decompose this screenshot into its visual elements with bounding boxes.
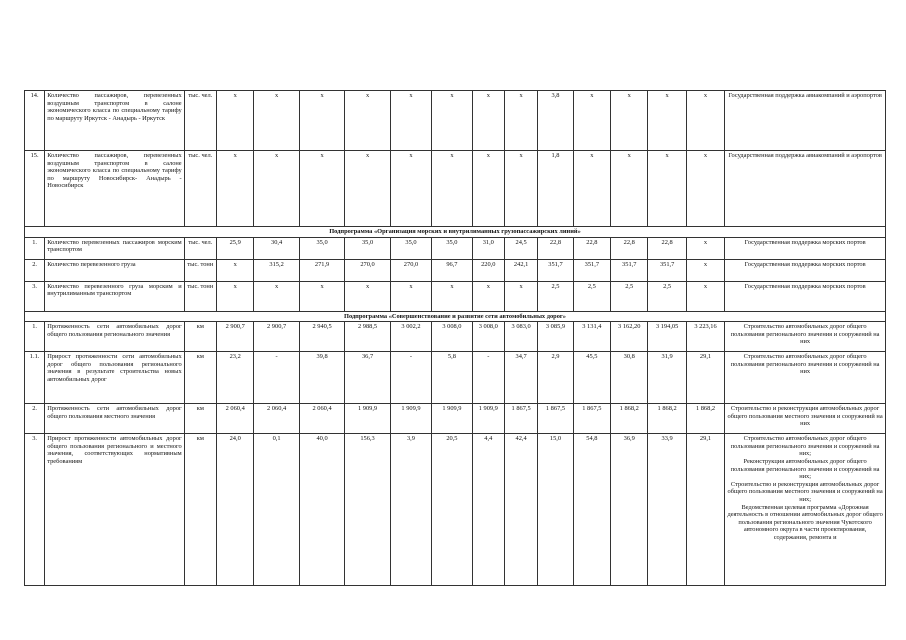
funding-source: Строительство автомобильных дорог общего пользования регионального значения и сооружений на них: [725, 352, 886, 404]
value-cell: 3 194,05: [648, 322, 686, 352]
value-cell: 2 988,5: [345, 322, 390, 352]
funding-source: Строительство и реконструкция автомобильных дорог общего пользования местного значения и сооружений на них: [725, 404, 886, 434]
value-cell: x: [686, 91, 724, 151]
value-cell: 54,8: [573, 434, 610, 586]
unit-cell: тыс. тонн: [184, 281, 216, 311]
row-number: 1.1.: [25, 352, 45, 404]
value-cell: 36,7: [345, 352, 390, 404]
value-cell: 1 868,2: [611, 404, 648, 434]
value-cell: 2 060,4: [299, 404, 344, 434]
value-cell: x: [573, 151, 610, 227]
row-number: 3.: [25, 281, 45, 311]
row-number: 3.: [25, 434, 45, 586]
value-cell: 1 867,5: [504, 404, 537, 434]
value-cell: x: [573, 91, 610, 151]
subprogram-row: [25, 311, 886, 322]
value-cell: 1 868,2: [686, 404, 724, 434]
value-cell: 3,8: [538, 91, 573, 151]
value-cell: 42,4: [504, 434, 537, 586]
value-cell: x: [390, 281, 431, 311]
value-cell: 2 060,4: [254, 404, 299, 434]
value-cell: 2,5: [611, 281, 648, 311]
funding-source: Строительство автомобильных дорог общего пользования регионального значения и сооружений на них: [725, 322, 886, 352]
row-number: 2.: [25, 259, 45, 281]
value-cell: 35,0: [299, 237, 344, 259]
funding-source-line: Ведомственная целевая программа «Дорожная деятельность в отношении автомобильных дорог общего пользования регионального значения Чукотского автономного округа в части проектирования, содержания, ремонта и: [727, 503, 883, 541]
value-cell: x: [299, 151, 344, 227]
value-cell: x: [611, 151, 648, 227]
value-cell: x: [254, 151, 299, 227]
value-cell: 2 900,7: [254, 322, 299, 352]
value-cell: x: [432, 281, 472, 311]
value-cell: 3 162,20: [611, 322, 648, 352]
indicator-name: Протяженность сети автомобильных дорог общего пользования местного значения: [45, 404, 184, 434]
value-cell: 2,5: [573, 281, 610, 311]
value-cell: 0,1: [254, 434, 299, 586]
table-row: [25, 404, 886, 434]
funding-source: Государственная поддержка авиакомпаний и аэропортов: [725, 151, 886, 227]
value-cell: 96,7: [432, 259, 472, 281]
unit-cell: км: [184, 322, 216, 352]
value-cell: 22,8: [573, 237, 610, 259]
value-cell: 2 940,5: [299, 322, 344, 352]
value-cell: 24,5: [504, 237, 537, 259]
unit-cell: тыс. чел.: [184, 237, 216, 259]
funding-source: Государственная поддержка авиакомпаний и аэропортов: [725, 91, 886, 151]
value-cell: 24,0: [216, 434, 253, 586]
value-cell: x: [648, 151, 686, 227]
value-cell: 3 223,16: [686, 322, 724, 352]
value-cell: 34,7: [504, 352, 537, 404]
value-cell: 25,9: [216, 237, 253, 259]
value-cell: 22,8: [611, 237, 648, 259]
value-cell: x: [648, 91, 686, 151]
table-row: [25, 434, 886, 586]
value-cell: 351,7: [538, 259, 573, 281]
value-cell: 1 909,9: [345, 404, 390, 434]
value-cell: 33,9: [648, 434, 686, 586]
value-cell: 45,5: [573, 352, 610, 404]
row-number: 2.: [25, 404, 45, 434]
value-cell: 1 909,9: [390, 404, 431, 434]
unit-cell: тыс. чел.: [184, 91, 216, 151]
subprogram-title: Подпрограмма «Совершенствование и развитие сети автомобильных дорог»: [25, 311, 886, 322]
value-cell: x: [472, 91, 504, 151]
unit-cell: тыс. чел.: [184, 151, 216, 227]
value-cell: 22,8: [538, 237, 573, 259]
value-cell: x: [686, 237, 724, 259]
value-cell: 2,9: [538, 352, 573, 404]
indicator-name: Количество перевезенного груза: [45, 259, 184, 281]
value-cell: 2 900,7: [216, 322, 253, 352]
value-cell: x: [345, 91, 390, 151]
value-cell: 156,3: [345, 434, 390, 586]
indicator-name: Количество пассажиров, перевезенных воздушным транспортом в салоне экономического класса по специальному тарифу по маршруту Иркутск - Анадырь - Иркутск: [45, 91, 184, 151]
table-row: [25, 281, 886, 311]
table-row: [25, 259, 886, 281]
value-cell: 35,0: [390, 237, 431, 259]
value-cell: 40,0: [299, 434, 344, 586]
indicator-name: Количество пассажиров, перевезенных воздушным транспортом в салоне экономического класса по специальному тарифу по маршруту Новосибирск- Анадырь - Новосибирск: [45, 151, 184, 227]
value-cell: x: [472, 151, 504, 227]
value-cell: x: [504, 281, 537, 311]
value-cell: x: [345, 281, 390, 311]
value-cell: x: [504, 151, 537, 227]
value-cell: 2 060,4: [216, 404, 253, 434]
unit-cell: км: [184, 404, 216, 434]
value-cell: x: [254, 281, 299, 311]
indicator-name: Количество перевезенных пассажиров морским транспортом: [45, 237, 184, 259]
funding-source: [725, 434, 886, 586]
unit-cell: км: [184, 352, 216, 404]
value-cell: 23,2: [216, 352, 253, 404]
row-number: 14.: [25, 91, 45, 151]
value-cell: 20,5: [432, 434, 472, 586]
value-cell: 351,7: [648, 259, 686, 281]
value-cell: 3 083,0: [504, 322, 537, 352]
value-cell: 31,0: [472, 237, 504, 259]
subprogram-title: Подпрограмма «Организация морских и внутрилиманных грузопассажирских линий»: [25, 227, 886, 238]
value-cell: 29,1: [686, 434, 724, 586]
value-cell: x: [686, 151, 724, 227]
value-cell: x: [472, 281, 504, 311]
indicator-name: Протяженность сети автомобильных дорог общего пользования регионального значения: [45, 322, 184, 352]
value-cell: x: [299, 281, 344, 311]
value-cell: 1 867,5: [538, 404, 573, 434]
table-row: [25, 352, 886, 404]
value-cell: 30,4: [254, 237, 299, 259]
value-cell: 2,5: [648, 281, 686, 311]
value-cell: 31,9: [648, 352, 686, 404]
value-cell: x: [432, 151, 472, 227]
table-row: [25, 151, 886, 227]
value-cell: 351,7: [573, 259, 610, 281]
value-cell: -: [472, 352, 504, 404]
table-body: [25, 91, 886, 586]
value-cell: -: [390, 352, 431, 404]
value-cell: 39,8: [299, 352, 344, 404]
value-cell: 2,5: [538, 281, 573, 311]
value-cell: 30,8: [611, 352, 648, 404]
value-cell: 5,8: [432, 352, 472, 404]
value-cell: -: [254, 352, 299, 404]
indicator-name: Прирост протяженности автомобильных дорог общего пользования регионального и местного значения, соответствующих нормативным требованиям: [45, 434, 184, 586]
subprogram-row: [25, 227, 886, 238]
value-cell: 35,0: [345, 237, 390, 259]
value-cell: x: [686, 259, 724, 281]
value-cell: 3 008,0: [432, 322, 472, 352]
value-cell: x: [432, 91, 472, 151]
unit-cell: тыс. тонн: [184, 259, 216, 281]
indicators-table: [24, 90, 886, 586]
value-cell: 220,0: [472, 259, 504, 281]
value-cell: 15,0: [538, 434, 573, 586]
value-cell: 1,8: [538, 151, 573, 227]
funding-source: Государственная поддержка морских портов: [725, 281, 886, 311]
value-cell: 3 008,0: [472, 322, 504, 352]
value-cell: 270,0: [390, 259, 431, 281]
value-cell: 270,0: [345, 259, 390, 281]
value-cell: x: [345, 151, 390, 227]
value-cell: 4,4: [472, 434, 504, 586]
value-cell: 351,7: [611, 259, 648, 281]
funding-source-line: Строительство и реконструкция автомобильных дорог общего пользования местного значения и сооружений на них;: [727, 480, 883, 503]
row-number: 15.: [25, 151, 45, 227]
value-cell: 1 867,5: [573, 404, 610, 434]
value-cell: x: [686, 281, 724, 311]
value-cell: x: [611, 91, 648, 151]
indicator-name: Количество перевезенного груза морским и внутрилиманным транспортом: [45, 281, 184, 311]
table-row: [25, 91, 886, 151]
value-cell: x: [216, 91, 253, 151]
value-cell: x: [390, 151, 431, 227]
indicator-name: Прирост протяженности сети автомобильных дорог общего пользования регионального значения в результате строительства новых автомобильных дорог: [45, 352, 184, 404]
value-cell: x: [216, 259, 253, 281]
table-row: [25, 237, 886, 259]
value-cell: 1 909,9: [432, 404, 472, 434]
value-cell: x: [216, 151, 253, 227]
row-number: 1.: [25, 237, 45, 259]
value-cell: 36,9: [611, 434, 648, 586]
value-cell: x: [254, 91, 299, 151]
value-cell: 3 085,9: [538, 322, 573, 352]
value-cell: 3 131,4: [573, 322, 610, 352]
value-cell: 3,9: [390, 434, 431, 586]
funding-source: Государственная поддержка морских портов: [725, 237, 886, 259]
funding-source-line: Реконструкция автомобильных дорог общего пользования регионального значения и сооружений на них;: [730, 457, 880, 481]
value-cell: 271,9: [299, 259, 344, 281]
unit-cell: км: [184, 434, 216, 586]
value-cell: 315,2: [254, 259, 299, 281]
value-cell: 29,1: [686, 352, 724, 404]
funding-source: Государственная поддержка морских портов: [725, 259, 886, 281]
value-cell: 3 002,2: [390, 322, 431, 352]
funding-source-line: Строительство автомобильных дорог общего пользования регионального значения и сооружений на них;: [730, 435, 880, 458]
row-number: 1.: [25, 322, 45, 352]
value-cell: x: [390, 91, 431, 151]
value-cell: 1 909,9: [472, 404, 504, 434]
value-cell: 35,0: [432, 237, 472, 259]
value-cell: 1 868,2: [648, 404, 686, 434]
table-row: [25, 322, 886, 352]
value-cell: 242,1: [504, 259, 537, 281]
value-cell: x: [216, 281, 253, 311]
value-cell: x: [504, 91, 537, 151]
value-cell: x: [299, 91, 344, 151]
value-cell: 22,8: [648, 237, 686, 259]
